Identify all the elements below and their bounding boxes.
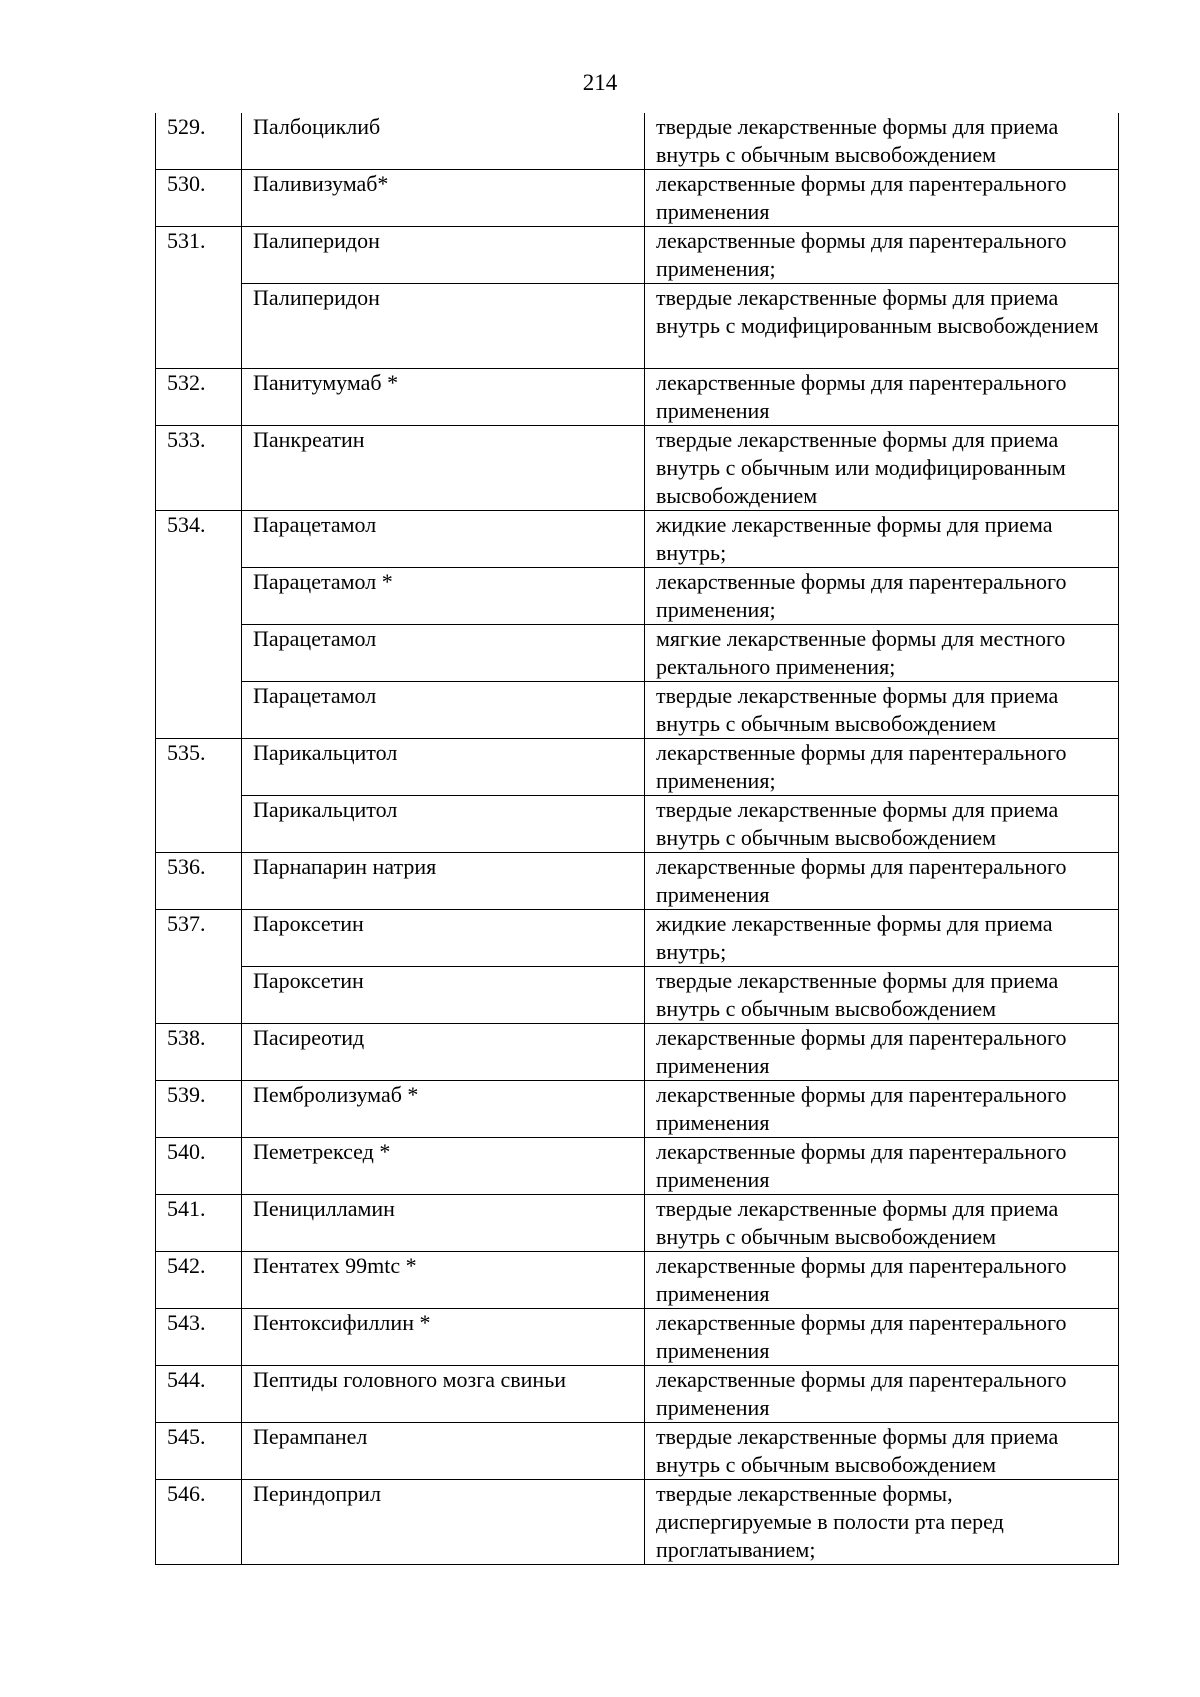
drug-name: Пептиды головного мозга свиньи [242, 1366, 645, 1423]
table-row [156, 1252, 1119, 1309]
row-number: 535. [156, 739, 242, 853]
dosage-form: жидкие лекарственные формы для приема внутрь; [645, 910, 1119, 967]
dosage-form: лекарственные формы для парентерального применения; [645, 739, 1119, 796]
dosage-form: лекарственные формы для парентерального применения [645, 853, 1119, 910]
dosage-form: жидкие лекарственные формы для приема внутрь; [645, 511, 1119, 568]
drug-name: Парацетамол [242, 511, 645, 568]
drug-name: Пентоксифиллин * [242, 1309, 645, 1366]
drug-name: Панитумумаб * [242, 369, 645, 426]
dosage-form: лекарственные формы для парентерального применения [645, 1366, 1119, 1423]
table-row [156, 1138, 1119, 1195]
row-number: 544. [156, 1366, 242, 1423]
table-row [156, 426, 1119, 511]
table-row [156, 511, 1119, 568]
table-row [156, 113, 1119, 170]
table-row [156, 910, 1119, 967]
dosage-form: лекарственные формы для парентерального применения [645, 1024, 1119, 1081]
table-row [156, 170, 1119, 227]
table-row [156, 1024, 1119, 1081]
dosage-form: твердые лекарственные формы для приема внутрь с обычным высвобождением [645, 1423, 1119, 1480]
drug-name: Парнапарин натрия [242, 853, 645, 910]
drug-name: Панкреатин [242, 426, 645, 511]
row-number: 531. [156, 227, 242, 369]
table-row [156, 796, 1119, 853]
row-number: 537. [156, 910, 242, 1024]
table-row [156, 1195, 1119, 1252]
drug-name: Парикальцитол [242, 739, 645, 796]
dosage-form: лекарственные формы для парентерального применения [645, 1252, 1119, 1309]
dosage-form: твердые лекарственные формы для приема внутрь с модифицированным высвобождением [645, 284, 1119, 369]
drug-name: Палиперидон [242, 284, 645, 369]
table-row [156, 1366, 1119, 1423]
drug-name: Пароксетин [242, 910, 645, 967]
table-row [156, 568, 1119, 625]
row-number: 546. [156, 1480, 242, 1565]
row-number: 532. [156, 369, 242, 426]
dosage-form: твердые лекарственные формы для приема внутрь с обычным высвобождением [645, 113, 1119, 170]
row-number: 541. [156, 1195, 242, 1252]
drug-name: Парацетамол [242, 625, 645, 682]
drug-name: Пароксетин [242, 967, 645, 1024]
row-number: 545. [156, 1423, 242, 1480]
drug-name: Паливизумаб* [242, 170, 645, 227]
dosage-form: твердые лекарственные формы для приема внутрь с обычным высвобождением [645, 796, 1119, 853]
drug-name: Пасиреотид [242, 1024, 645, 1081]
drug-name: Палбоциклиб [242, 113, 645, 170]
table-row [156, 682, 1119, 739]
table-row [156, 1081, 1119, 1138]
dosage-form: лекарственные формы для парентерального применения; [645, 227, 1119, 284]
dosage-form: мягкие лекарственные формы для местного ректального применения; [645, 625, 1119, 682]
dosage-form: твердые лекарственные формы для приема внутрь с обычным высвобождением [645, 967, 1119, 1024]
row-number: 530. [156, 170, 242, 227]
row-number: 529. [156, 113, 242, 170]
dosage-form: лекарственные формы для парентерального применения [645, 1081, 1119, 1138]
drug-name: Пентатех 99mtc * [242, 1252, 645, 1309]
drug-name: Пеницилламин [242, 1195, 645, 1252]
drug-name: Пеметрексед * [242, 1138, 645, 1195]
table-row [156, 739, 1119, 796]
table-row [156, 1309, 1119, 1366]
row-number: 538. [156, 1024, 242, 1081]
dosage-form: твердые лекарственные формы для приема внутрь с обычным или модифицированным высвобождением [645, 426, 1119, 511]
drug-name: Парацетамол * [242, 568, 645, 625]
dosage-form: лекарственные формы для парентерального применения [645, 369, 1119, 426]
dosage-form: лекарственные формы для парентерального применения; [645, 568, 1119, 625]
row-number: 534. [156, 511, 242, 739]
row-number: 540. [156, 1138, 242, 1195]
drug-table [155, 113, 1119, 1565]
drug-name: Парикальцитол [242, 796, 645, 853]
table-row [156, 1480, 1119, 1565]
table-row [156, 227, 1119, 284]
dosage-form: лекарственные формы для парентерального применения [645, 1309, 1119, 1366]
dosage-form: лекарственные формы для парентерального применения [645, 170, 1119, 227]
page-number: 214 [582, 70, 618, 95]
dosage-form: лекарственные формы для парентерального применения [645, 1138, 1119, 1195]
table-row [156, 1423, 1119, 1480]
drug-name: Парацетамол [242, 682, 645, 739]
row-number: 533. [156, 426, 242, 511]
table-row [156, 625, 1119, 682]
drug-name: Периндоприл [242, 1480, 645, 1565]
row-number: 543. [156, 1309, 242, 1366]
table-row [156, 853, 1119, 910]
dosage-form: твердые лекарственные формы, диспергируемые в полости рта перед проглатыванием; [645, 1480, 1119, 1565]
table-row [156, 967, 1119, 1024]
drug-name: Пембролизумаб * [242, 1081, 645, 1138]
row-number: 539. [156, 1081, 242, 1138]
dosage-form: твердые лекарственные формы для приема внутрь с обычным высвобождением [645, 1195, 1119, 1252]
table-row [156, 369, 1119, 426]
row-number: 542. [156, 1252, 242, 1309]
drug-name: Палиперидон [242, 227, 645, 284]
dosage-form: твердые лекарственные формы для приема внутрь с обычным высвобождением [645, 682, 1119, 739]
drug-name: Перампанел [242, 1423, 645, 1480]
table-row [156, 284, 1119, 369]
row-number: 536. [156, 853, 242, 910]
